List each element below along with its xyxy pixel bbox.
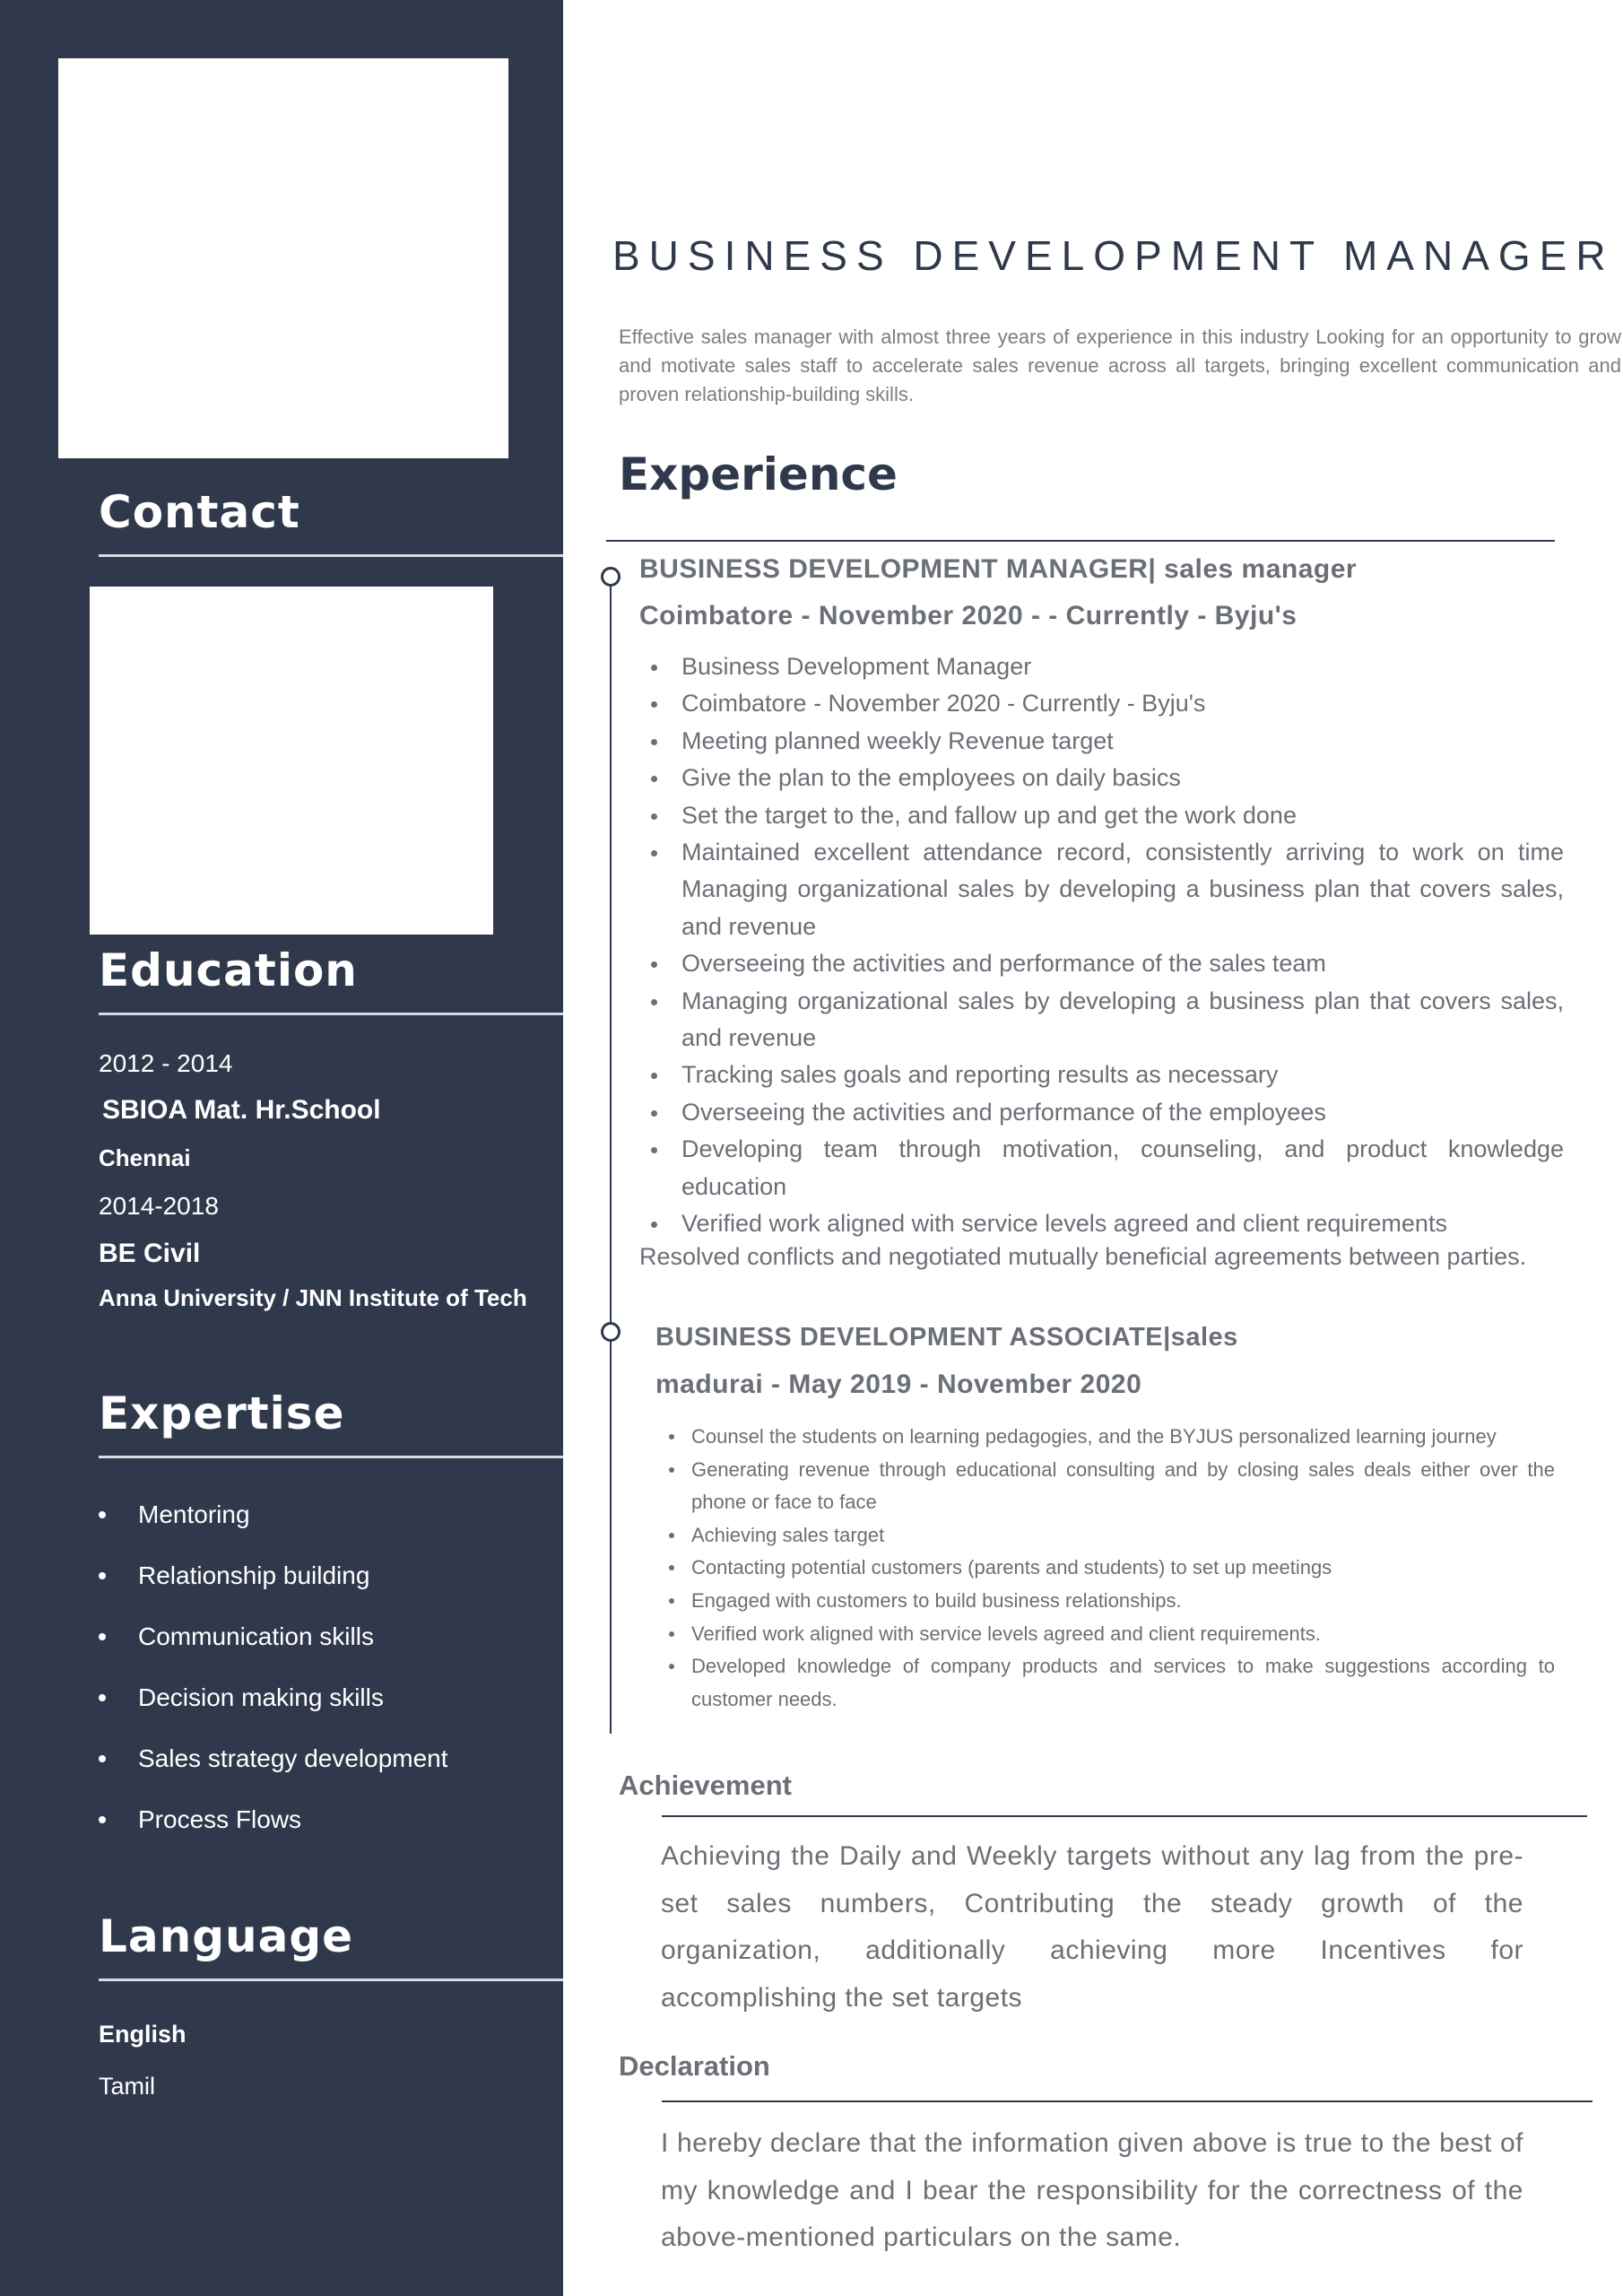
list-item: Give the plan to the employees on daily basics xyxy=(640,760,1564,796)
education-divider xyxy=(99,1013,563,1015)
education-years: 2014-2018 xyxy=(99,1192,219,1220)
job-meta-1: Coimbatore - November 2020 - - Currently - Byju's xyxy=(639,601,1298,631)
expertise-item: Process Flows xyxy=(99,1789,448,1850)
list-item: Overseeing the activities and performance of the employees xyxy=(640,1094,1564,1131)
achievement-text: Achieving the Daily and Weekly targets without any lag from the pre-set sales numbers, Contributing the steady growth of the organization, additionally achieving more Incentives for accomplishing the set targets xyxy=(661,1841,1523,2013)
sidebar xyxy=(0,0,563,2296)
job-title: BUSINESS DEVELOPMENT MANAGER xyxy=(612,232,1615,279)
job-1-bullets xyxy=(640,648,1564,1243)
education-institution: Anna University / JNN Institute of Tech xyxy=(99,1284,527,1311)
list-item: Achieving sales target xyxy=(662,1519,1555,1552)
list-item: Coimbatore - November 2020 - Currently - Byju's xyxy=(640,685,1564,722)
list-item: Generating revenue through educational consulting and by closing sales deals either over the phone or face to face xyxy=(662,1454,1555,1519)
expertise-item: Relationship building xyxy=(99,1545,448,1606)
expertise-heading: Expertise xyxy=(99,1387,345,1439)
experience-timeline xyxy=(610,578,612,1734)
list-item: Verified work aligned with service levels agreed and client requirements. xyxy=(662,1618,1555,1651)
profile-summary: Effective sales manager with almost three years of experience in this industry Looking for an opportunity to grow and motivate sales staff to accelerate sales revenue across all targets, bringing excellent communication and proven relationship-building skills. xyxy=(619,326,1621,405)
language-item: English xyxy=(99,2021,187,2048)
experience-divider xyxy=(606,540,1555,542)
list-item: Counsel the students on learning pedagogies, and the BYJUS personalized learning journey xyxy=(662,1421,1555,1454)
list-item: Meeting planned weekly Revenue target xyxy=(640,723,1564,760)
education-place: Chennai xyxy=(99,1144,191,1171)
achievement-heading: Achievement xyxy=(619,1770,792,1801)
list-item: Developing team through motivation, counseling, and product knowledge education xyxy=(640,1131,1564,1205)
contact-image-placeholder xyxy=(90,587,493,935)
education-school: SBIOA Mat. Hr.School xyxy=(102,1095,381,1125)
declaration-divider xyxy=(662,2100,1593,2102)
declaration-heading: Declaration xyxy=(619,2050,770,2082)
declaration-text: I hereby declare that the information given above is true to the best of my knowledge and I bear the responsibility for the correctness of the above-mentioned particulars on the same. xyxy=(661,2128,1523,2252)
achievement-divider xyxy=(662,1815,1587,1817)
expertise-item: Sales strategy development xyxy=(99,1728,448,1789)
list-item: Contacting potential customers (parents and students) to set up meetings xyxy=(662,1552,1555,1585)
expertise-item: Decision making skills xyxy=(99,1667,448,1728)
expertise-item: Communication skills xyxy=(99,1606,448,1667)
list-item: Business Development Manager xyxy=(640,648,1564,685)
job-title-2: BUSINESS DEVELOPMENT ASSOCIATE|sales xyxy=(655,1323,1238,1352)
list-item: Set the target to the, and fallow up and get the work done xyxy=(640,797,1564,834)
language-heading: Language xyxy=(99,1910,354,1962)
list-item: Developed knowledge of company products and services to make suggestions according to customer needs. xyxy=(662,1650,1555,1716)
job-meta-2: madurai - May 2019 - November 2020 xyxy=(655,1370,1142,1399)
job-1-trailing-text: Resolved conflicts and negotiated mutually beneficial agreements between parties. xyxy=(639,1243,1527,1270)
main-content xyxy=(563,0,1623,2296)
list-item: Managing organizational sales by developing a business plan that covers sales, and revenue xyxy=(640,983,1564,1057)
language-item: Tamil xyxy=(99,2073,156,2100)
expertise-item: Mentoring xyxy=(99,1484,448,1545)
job-2-bullets xyxy=(662,1421,1555,1716)
job-title-1: BUSINESS DEVELOPMENT MANAGER| sales manager xyxy=(639,554,1358,584)
experience-heading: Experience xyxy=(619,448,898,500)
list-item: Verified work aligned with service levels agreed and client requirements xyxy=(640,1205,1564,1242)
expertise-list xyxy=(99,1484,448,1850)
timeline-dot xyxy=(601,567,621,587)
timeline-dot xyxy=(601,1322,621,1342)
contact-divider xyxy=(99,554,563,557)
education-years: 2012 - 2014 xyxy=(99,1049,233,1077)
language-divider xyxy=(99,1979,563,1981)
education-degree: BE Civil xyxy=(99,1239,201,1268)
contact-heading: Contact xyxy=(99,486,300,538)
list-item: Engaged with customers to build business relationships. xyxy=(662,1585,1555,1618)
profile-photo xyxy=(58,58,508,458)
list-item: Tracking sales goals and reporting results as necessary xyxy=(640,1057,1564,1093)
expertise-divider xyxy=(99,1456,563,1458)
education-heading: Education xyxy=(99,944,358,996)
list-item: Maintained excellent attendance record, consistently arriving to work on time Managing organizational sales by developing a business plan that covers sales, and revenue xyxy=(640,834,1564,945)
list-item: Overseeing the activities and performance of the sales team xyxy=(640,945,1564,982)
